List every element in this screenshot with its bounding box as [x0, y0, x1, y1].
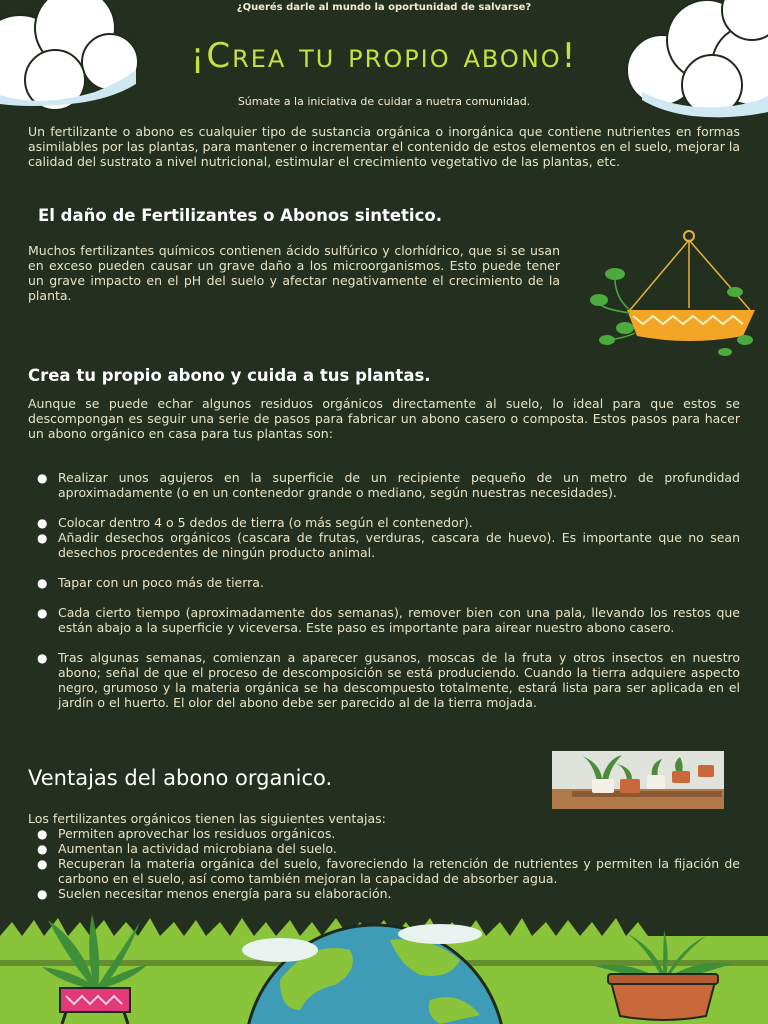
subtitle: Súmate a la iniciativa de cuidar a nuetra comunidad.: [237, 95, 531, 108]
advantages-intro: Los fertilizantes orgánicos tienen las siguientes ventajas:: [28, 811, 386, 826]
damage-heading: El daño de Fertilizantes o Abonos sintetico.: [38, 206, 442, 225]
list-item: ● Cada cierto tiempo (aproximadamente dos semanas), remover bien con una pala, llevando los restos que están abajo a la superficie y viceversa. Este paso es importante para airear nuestro abono casero.: [37, 605, 740, 635]
intro-paragraph: Un fertilizante o abono es cualquier tipo de sustancia orgánica o inorgánica que contiene nutrientes en formas asimilables por las plantas, para mantener o incrementar el contenido de estos elementos en el suelo, mejorar la calidad del sustrato a nivel nutricional, estimular el crecimiento vegetativo de las plantas, etc.: [28, 124, 740, 169]
list-item: ● Tras algunas semanas, comienzan a aparecer gusanos, moscas de la fruta y otros insectos en nuestro abono; señal de que el proceso de descomposición se está produciendo. Cuando la tierra adquiere aspecto negro, grumoso y la materia orgánica se ha descompuesto totalmente, estará lista para ser aplicada en el jardín o el huerto. El olor del abono debe ser parecido al de la tierra mojada.: [37, 650, 740, 710]
list-item: ● Permiten aprovechar los residuos orgánicos.: [37, 826, 336, 841]
damage-paragraph: Muchos fertilizantes químicos contienen ácido sulfúrico y clorhídrico, que si se usan en exceso pueden causar un grave daño a los microorganismos. Esto puede tener un grave impacto en el pH del suelo y afectar negativamente el crecimiento de la planta.: [28, 243, 560, 303]
page-title: ¡Crea tu propio abono!: [190, 36, 578, 76]
advantages-heading: Ventajas del abono organico.: [28, 766, 333, 790]
tagline: ¿Querés darle al mundo la oportunidad de salvarse?: [236, 2, 532, 13]
list-item: ● Realizar unos agujeros en la superficie de un recipiente pequeño de un metro de profundidad aproximadamente (o en un contenedor grande o mediano, según nuestras necesidades).: [37, 470, 740, 500]
advantages-list: [28, 826, 740, 901]
potted-plant-icon: [40, 912, 150, 1024]
hanging-plant-icon: [585, 228, 765, 358]
list-item: ● Añadir desechos orgánicos (cascara de frutas, verduras, cascara de huevo). Es importante que no sean desechos procedentes de ningún producto animal.: [37, 530, 740, 560]
steps-list: [28, 470, 740, 710]
make-heading: Crea tu propio abono y cuida a tus plantas.: [28, 366, 431, 385]
plants-photo: [552, 751, 724, 809]
list-item: ● Recuperan la materia orgánica del suelo, favoreciendo la retención de nutrientes y permiten la fijación de carbono en el suelo, así como también mejoran la capacidad de absorber agua.: [37, 856, 740, 886]
list-item: ● Tapar con un poco más de tierra.: [37, 575, 264, 590]
make-paragraph: Aunque se puede echar algunos residuos orgánicos directamente al suelo, lo ideal para que estos se descompongan es seguir una serie de pasos para fabricar un abono casero o composta. Estos pasos para hacer un abono orgánico en casa para tus plantas son:: [28, 396, 740, 441]
earth-globe-icon: [240, 920, 510, 1024]
list-item: ● Aumentan la actividad microbiana del suelo.: [37, 841, 337, 856]
list-item: ● Colocar dentro 4 o 5 dedos de tierra (o más según el contenedor).: [37, 515, 473, 530]
list-item: ● Suelen necesitar menos energía para su elaboración.: [37, 886, 392, 901]
fern-pot-icon: [588, 930, 738, 1024]
